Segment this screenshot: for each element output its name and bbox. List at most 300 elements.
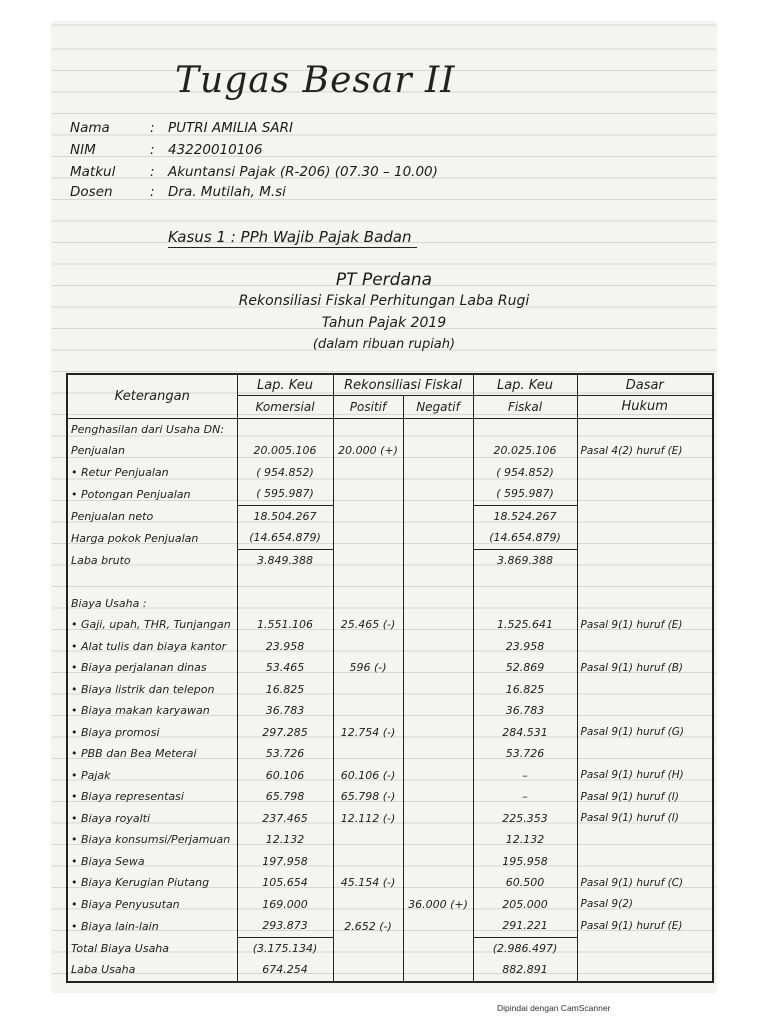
negatif-value-cell xyxy=(403,959,473,982)
komersial-value-cell xyxy=(237,549,333,571)
row-label: • PBB dan Bea Meterai xyxy=(71,747,197,761)
komersial-value-cell xyxy=(237,462,333,484)
header-matkul-row xyxy=(70,164,438,180)
positif-value-cell xyxy=(333,614,403,636)
komersial-value-cell xyxy=(237,915,333,937)
negatif-value-cell xyxy=(403,808,473,830)
positif-value-cell xyxy=(333,959,403,982)
table-row xyxy=(67,786,713,808)
fiskal-value: 53.726 xyxy=(505,747,545,761)
komersial-value-cell xyxy=(237,527,333,549)
fiskal-value-cell xyxy=(473,440,577,462)
row-label-cell xyxy=(67,571,237,593)
row-label-cell xyxy=(67,872,237,894)
row-label: Total Biaya Usaha xyxy=(71,941,170,955)
table-row xyxy=(67,593,713,615)
row-label: Laba Usaha xyxy=(71,963,136,977)
fiskal-value: 225.353 xyxy=(502,811,548,825)
table-row xyxy=(67,505,713,527)
komersial-value-cell xyxy=(237,679,333,701)
negatif-value-cell xyxy=(403,765,473,787)
table-row xyxy=(67,549,713,571)
dasar-hukum-cell xyxy=(577,872,713,894)
positif-value-cell xyxy=(333,851,403,873)
negatif-value-cell xyxy=(403,657,473,679)
table-row xyxy=(67,722,713,744)
dasar-hukum-cell xyxy=(577,440,713,462)
header-nim-row xyxy=(70,142,262,158)
positif-value-cell xyxy=(333,418,403,440)
negatif-value-cell xyxy=(403,462,473,484)
fiskal-value-cell xyxy=(473,959,577,982)
negatif-value-cell xyxy=(403,505,473,527)
row-label: • Biaya royalti xyxy=(71,811,151,825)
row-label-cell xyxy=(67,483,237,505)
fiskal-value-cell xyxy=(473,894,577,916)
row-label: Penghasilan dari Usaha DN: xyxy=(71,422,225,436)
row-label: • Biaya representasi xyxy=(71,790,184,804)
negatif-value-cell xyxy=(403,440,473,462)
komersial-value-cell xyxy=(237,959,333,982)
dasar-hukum-cell xyxy=(577,786,713,808)
komersial-value: 293.873 xyxy=(262,919,308,933)
row-label-cell xyxy=(67,765,237,787)
dasar-hukum: Pasal 9(1) huruf (E) xyxy=(580,618,683,631)
row-label-cell xyxy=(67,440,237,462)
positif-value-cell xyxy=(333,593,403,615)
dasar-hukum-cell xyxy=(577,829,713,851)
komersial-value-cell xyxy=(237,571,333,593)
table-row xyxy=(67,959,713,982)
table-row xyxy=(67,851,713,873)
col-header-keterangan: Keterangan xyxy=(67,374,237,418)
row-label: Biaya Usaha : xyxy=(71,596,147,610)
row-label: • Biaya Penyusutan xyxy=(71,897,180,911)
fiskal-value: 60.500 xyxy=(505,876,545,890)
dasar-hukum: Pasal 9(1) huruf (B) xyxy=(580,661,684,674)
dasar-hukum-cell xyxy=(577,679,713,701)
reconciliation-table xyxy=(66,373,714,983)
header-value: PUTRI AMILIA SARI xyxy=(168,120,293,136)
row-label: • Biaya perjalanan dinas xyxy=(71,661,207,675)
negatif-value: 36.000 (+) xyxy=(408,897,468,911)
komersial-value-cell xyxy=(237,743,333,765)
fiskal-value: – xyxy=(522,768,528,782)
komersial-value-cell xyxy=(237,483,333,505)
row-label-cell xyxy=(67,829,237,851)
company-unit: (dalam ribuan rupiah) xyxy=(312,337,456,352)
col-header-hukum: Hukum xyxy=(577,396,713,419)
fiskal-value: ( 595.987) xyxy=(496,487,554,501)
positif-value-cell xyxy=(333,483,403,505)
komersial-value: 169.000 xyxy=(262,897,308,911)
fiskal-value: – xyxy=(522,790,528,804)
row-label-cell xyxy=(67,851,237,873)
row-label: • Biaya lain-lain xyxy=(71,919,159,933)
header-value: Dra. Mutilah, M.si xyxy=(168,184,286,200)
positif-value: 25.465 (-) xyxy=(340,618,396,632)
header-name-row xyxy=(70,120,293,136)
positif-value-cell xyxy=(333,786,403,808)
table-row xyxy=(67,571,713,593)
fiskal-value-cell xyxy=(473,765,577,787)
komersial-value: 53.465 xyxy=(265,661,305,675)
company-name: PT Perdana xyxy=(335,270,433,290)
row-label: • Biaya konsumsi/Perjamuan xyxy=(71,833,231,847)
positif-value-cell xyxy=(333,527,403,549)
dasar-hukum: Pasal 9(1) huruf (H) xyxy=(580,769,684,782)
dasar-hukum-cell xyxy=(577,915,713,937)
fiskal-value: 882.891 xyxy=(502,963,548,977)
komersial-value: 53.726 xyxy=(265,747,305,761)
row-label: • Potongan Penjualan xyxy=(71,487,191,501)
header-colon: : xyxy=(150,120,155,136)
komersial-value: 12.132 xyxy=(265,833,305,847)
komersial-value-cell xyxy=(237,872,333,894)
komersial-value: (14.654.879) xyxy=(249,531,321,545)
dasar-hukum-cell xyxy=(577,505,713,527)
positif-value: 65.798 (-) xyxy=(340,790,396,804)
row-label-cell xyxy=(67,614,237,636)
positif-value-cell xyxy=(333,440,403,462)
fiskal-value-cell xyxy=(473,418,577,440)
row-label-cell xyxy=(67,894,237,916)
positif-value: 596 (-) xyxy=(349,661,387,675)
dasar-hukum-cell xyxy=(577,636,713,658)
positif-value-cell xyxy=(333,700,403,722)
negatif-value-cell xyxy=(403,851,473,873)
dasar-hukum-cell xyxy=(577,462,713,484)
dasar-hukum-cell xyxy=(577,483,713,505)
komersial-value: 20.005.106 xyxy=(253,444,317,458)
positif-value-cell xyxy=(333,915,403,937)
fiskal-value: 36.783 xyxy=(505,704,545,718)
header-colon: : xyxy=(150,184,155,200)
header-value: Akuntansi Pajak (R-206) (07.30 – 10.00) xyxy=(168,164,438,180)
negatif-value-cell xyxy=(403,894,473,916)
komersial-value-cell xyxy=(237,722,333,744)
dasar-hukum: Pasal 9(1) huruf (C) xyxy=(580,876,684,889)
col-header-rekonsiliasi: Rekonsiliasi Fiskal xyxy=(333,374,473,396)
header-value: 43220010106 xyxy=(168,142,263,158)
positif-value-cell xyxy=(333,894,403,916)
fiskal-value: 23.958 xyxy=(505,639,545,653)
row-label: • Retur Penjualan xyxy=(71,465,169,479)
positif-value: 45.154 (-) xyxy=(340,876,396,890)
komersial-value: 674.254 xyxy=(262,963,308,977)
positif-value-cell xyxy=(333,808,403,830)
negatif-value-cell xyxy=(403,743,473,765)
positif-value: 12.112 (-) xyxy=(340,811,396,825)
positif-value-cell xyxy=(333,722,403,744)
komersial-value: 237.465 xyxy=(262,811,308,825)
row-label: • Gaji, upah, THR, Tunjangan xyxy=(71,618,231,632)
komersial-value: 60.106 xyxy=(265,768,305,782)
komersial-value: ( 954.852) xyxy=(256,465,314,479)
komersial-value-cell xyxy=(237,829,333,851)
fiskal-value: 18.524.267 xyxy=(493,509,557,523)
case-title: Kasus 1 : PPh Wajib Pajak Badan xyxy=(168,228,417,248)
dasar-hukum-cell xyxy=(577,937,713,959)
row-label-cell xyxy=(67,722,237,744)
positif-value: 2.652 (-) xyxy=(344,919,392,933)
fiskal-value-cell xyxy=(473,700,577,722)
komersial-value-cell xyxy=(237,636,333,658)
komersial-value-cell xyxy=(237,700,333,722)
header-key: Matkul xyxy=(70,164,116,180)
komersial-value: 65.798 xyxy=(265,790,305,804)
komersial-value-cell xyxy=(237,894,333,916)
col-header-fiskal: Fiskal xyxy=(473,396,577,419)
row-label-cell xyxy=(67,636,237,658)
table-row xyxy=(67,440,713,462)
row-label: Laba bruto xyxy=(71,553,131,567)
col-header-fiskal-top: Lap. Keu xyxy=(473,374,577,396)
fiskal-value: 16.825 xyxy=(505,682,545,696)
dasar-hukum: Pasal 9(2) xyxy=(580,898,633,911)
positif-value-cell xyxy=(333,505,403,527)
table-row xyxy=(67,657,713,679)
row-label: Harga pokok Penjualan xyxy=(71,531,199,545)
fiskal-value-cell xyxy=(473,722,577,744)
negatif-value-cell xyxy=(403,786,473,808)
negatif-value-cell xyxy=(403,593,473,615)
col-header-positif: Positif xyxy=(333,396,403,419)
row-label-cell xyxy=(67,915,237,937)
negatif-value-cell xyxy=(403,614,473,636)
fiskal-value-cell xyxy=(473,614,577,636)
table-row xyxy=(67,527,713,549)
negatif-value-cell xyxy=(403,571,473,593)
row-label: Penjualan neto xyxy=(71,509,154,523)
table-row xyxy=(67,915,713,937)
table-row xyxy=(67,765,713,787)
negatif-value-cell xyxy=(403,483,473,505)
fiskal-value-cell xyxy=(473,808,577,830)
fiskal-value: 52.869 xyxy=(505,661,545,675)
dasar-hukum-cell xyxy=(577,722,713,744)
dasar-hukum: Pasal 4(2) huruf (E) xyxy=(580,444,683,457)
komersial-value-cell xyxy=(237,593,333,615)
komersial-value: 36.783 xyxy=(265,704,305,718)
komersial-value: 1.551.106 xyxy=(257,618,313,632)
row-label-cell xyxy=(67,657,237,679)
fiskal-value-cell xyxy=(473,483,577,505)
positif-value: 60.106 (-) xyxy=(340,768,396,782)
row-label-cell xyxy=(67,549,237,571)
fiskal-value: 291.221 xyxy=(502,919,548,933)
dasar-hukum: Pasal 9(1) huruf (I) xyxy=(580,812,679,825)
komersial-value-cell xyxy=(237,614,333,636)
negatif-value-cell xyxy=(403,722,473,744)
dasar-hukum: Pasal 9(1) huruf (E) xyxy=(580,920,683,932)
row-label: • Biaya Kerugian Piutang xyxy=(71,876,210,890)
fiskal-value-cell xyxy=(473,851,577,873)
fiskal-value-cell xyxy=(473,593,577,615)
fiskal-value: 3.869.388 xyxy=(497,553,553,567)
table-row xyxy=(67,808,713,830)
komersial-value-cell xyxy=(237,765,333,787)
dasar-hukum-cell xyxy=(577,549,713,571)
table-row xyxy=(67,636,713,658)
header-key: Dosen xyxy=(70,184,113,200)
positif-value-cell xyxy=(333,743,403,765)
dasar-hukum-cell xyxy=(577,527,713,549)
row-label-cell xyxy=(67,505,237,527)
row-label-cell xyxy=(67,679,237,701)
dasar-hukum-cell xyxy=(577,418,713,440)
komersial-value: 197.958 xyxy=(262,854,308,868)
negatif-value-cell xyxy=(403,418,473,440)
positif-value-cell xyxy=(333,636,403,658)
komersial-value-cell xyxy=(237,851,333,873)
komersial-value-cell xyxy=(237,657,333,679)
negatif-value-cell xyxy=(403,915,473,937)
fiskal-value: (2.986.497) xyxy=(492,941,558,955)
komersial-value: 18.504.267 xyxy=(253,509,317,523)
komersial-value: 3.849.388 xyxy=(257,553,313,567)
fiskal-value-cell xyxy=(473,657,577,679)
positif-value-cell xyxy=(333,571,403,593)
dasar-hukum-cell xyxy=(577,700,713,722)
fiskal-value-cell xyxy=(473,462,577,484)
komersial-value: 23.958 xyxy=(265,639,305,653)
scanner-footer: Dipindai dengan CamScanner xyxy=(497,1003,611,1013)
row-label-cell xyxy=(67,786,237,808)
header-colon: : xyxy=(150,164,155,180)
row-label-cell xyxy=(67,937,237,959)
table-row xyxy=(67,937,713,959)
komersial-value-cell xyxy=(237,505,333,527)
row-label: • Alat tulis dan biaya kantor xyxy=(71,639,227,653)
positif-value-cell xyxy=(333,872,403,894)
table-row xyxy=(67,483,713,505)
positif-value-cell xyxy=(333,829,403,851)
row-label-cell xyxy=(67,418,237,440)
negatif-value-cell xyxy=(403,636,473,658)
positif-value-cell xyxy=(333,765,403,787)
fiskal-value-cell xyxy=(473,679,577,701)
fiskal-value-cell xyxy=(473,743,577,765)
row-label-cell xyxy=(67,808,237,830)
row-label: • Biaya listrik dan telepon xyxy=(71,682,215,696)
table-row xyxy=(67,872,713,894)
fiskal-value-cell xyxy=(473,505,577,527)
positif-value: 20.000 (+) xyxy=(338,444,398,458)
col-header-negatif: Negatif xyxy=(403,396,473,419)
dasar-hukum-cell xyxy=(577,614,713,636)
row-label: • Biaya Sewa xyxy=(71,854,145,868)
dasar-hukum-cell xyxy=(577,808,713,830)
table-row xyxy=(67,743,713,765)
page-title: Tugas Besar II xyxy=(175,60,456,101)
dasar-hukum: Pasal 9(1) huruf (I) xyxy=(580,790,679,803)
positif-value-cell xyxy=(333,679,403,701)
table-row xyxy=(67,418,713,440)
positif-value-cell xyxy=(333,462,403,484)
fiskal-value-cell xyxy=(473,636,577,658)
row-label-cell xyxy=(67,743,237,765)
table-row xyxy=(67,614,713,636)
positif-value: 12.754 (-) xyxy=(340,725,396,739)
company-subtitle: Rekonsiliasi Fiskal Perhitungan Laba Rugi xyxy=(238,293,530,309)
komersial-value-cell xyxy=(237,786,333,808)
dasar-hukum-cell xyxy=(577,894,713,916)
komersial-value-cell xyxy=(237,418,333,440)
dasar-hukum-cell xyxy=(577,657,713,679)
negatif-value-cell xyxy=(403,700,473,722)
col-header-dasar: Dasar xyxy=(577,374,713,396)
table-row xyxy=(67,894,713,916)
dasar-hukum-cell xyxy=(577,959,713,982)
negatif-value-cell xyxy=(403,937,473,959)
dasar-hukum-cell xyxy=(577,765,713,787)
fiskal-value: 20.025.106 xyxy=(493,444,557,458)
fiskal-value-cell xyxy=(473,527,577,549)
col-header-komersial-top: Lap. Keu xyxy=(237,374,333,396)
fiskal-value: 205.000 xyxy=(502,897,548,911)
row-label-cell xyxy=(67,593,237,615)
row-label: • Biaya makan karyawan xyxy=(71,704,210,718)
komersial-value-cell xyxy=(237,937,333,959)
komersial-value: 105.654 xyxy=(262,876,308,890)
positif-value-cell xyxy=(333,549,403,571)
fiskal-value-cell xyxy=(473,872,577,894)
dasar-hukum: Pasal 9(1) huruf (G) xyxy=(580,726,684,739)
row-label-cell xyxy=(67,527,237,549)
row-label-cell xyxy=(67,462,237,484)
header-dosen-row xyxy=(70,184,286,200)
positif-value-cell xyxy=(333,937,403,959)
fiskal-value-cell xyxy=(473,829,577,851)
row-label: • Pajak xyxy=(71,768,111,782)
dasar-hukum-cell xyxy=(577,593,713,615)
fiskal-value: 1.525.641 xyxy=(497,618,553,632)
col-header-komersial: Komersial xyxy=(237,396,333,419)
header-key: Nama xyxy=(70,120,110,136)
dasar-hukum-cell xyxy=(577,743,713,765)
fiskal-value-cell xyxy=(473,786,577,808)
komersial-value: ( 595.987) xyxy=(256,487,314,501)
komersial-value-cell xyxy=(237,808,333,830)
row-label: Penjualan xyxy=(71,444,125,458)
komersial-value-cell xyxy=(237,440,333,462)
negatif-value-cell xyxy=(403,527,473,549)
row-label: • Biaya promosi xyxy=(71,725,160,739)
komersial-value: 16.825 xyxy=(265,682,305,696)
fiskal-value: ( 954.852) xyxy=(496,465,554,479)
header-colon: : xyxy=(150,142,155,158)
table-row xyxy=(67,679,713,701)
fiskal-value-cell xyxy=(473,915,577,937)
row-label-cell xyxy=(67,700,237,722)
negatif-value-cell xyxy=(403,829,473,851)
header-key: NIM xyxy=(70,142,96,158)
fiskal-value-cell xyxy=(473,937,577,959)
negatif-value-cell xyxy=(403,549,473,571)
table-row xyxy=(67,462,713,484)
fiskal-value-cell xyxy=(473,549,577,571)
komersial-value: 297.285 xyxy=(262,725,308,739)
table-row xyxy=(67,829,713,851)
table-row xyxy=(67,700,713,722)
dasar-hukum-cell xyxy=(577,851,713,873)
company-year: Tahun Pajak 2019 xyxy=(321,315,447,331)
fiskal-value-cell xyxy=(473,571,577,593)
fiskal-value: (14.654.879) xyxy=(489,531,561,545)
positif-value-cell xyxy=(333,657,403,679)
negatif-value-cell xyxy=(403,679,473,701)
